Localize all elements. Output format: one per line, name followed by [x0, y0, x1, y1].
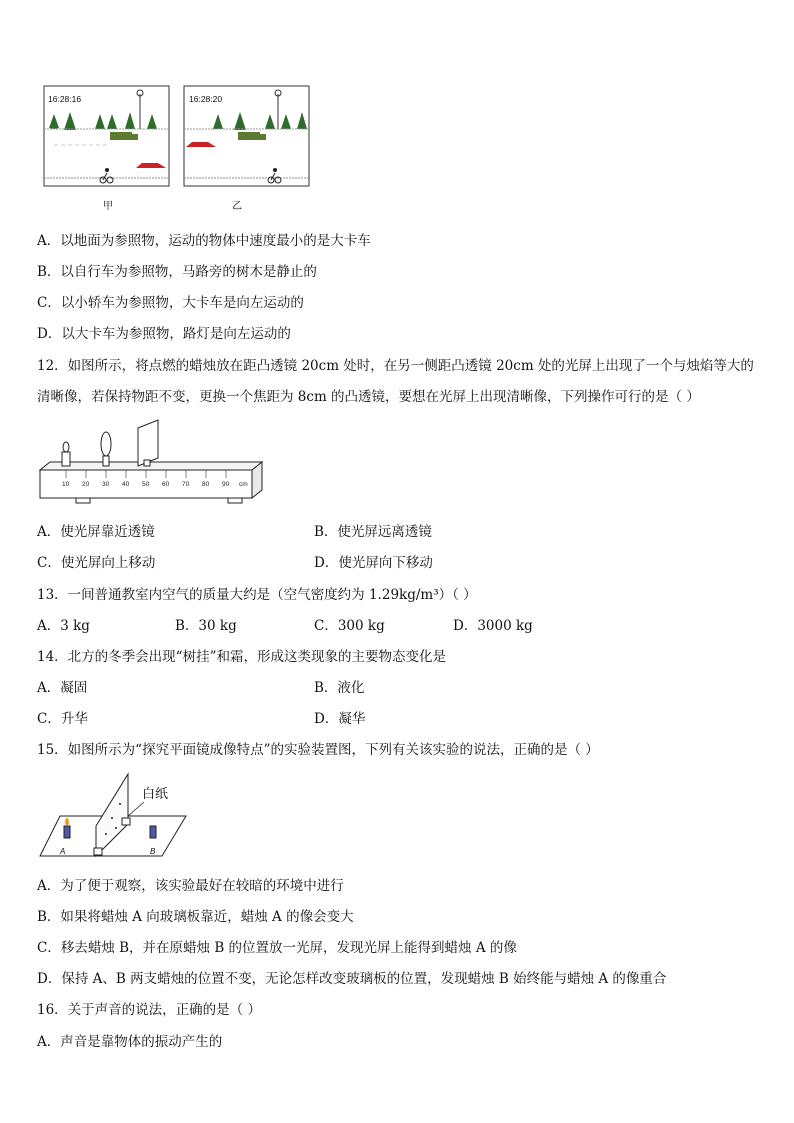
ruler-label-80: 80 — [202, 481, 210, 488]
q11-time-a: 16:28:16 — [48, 94, 82, 104]
q11-option-a: A．以地面为参照物，运动的物体中速度最小的是大卡车 — [37, 233, 371, 249]
q11-caption-a: 甲 — [103, 201, 113, 212]
q12-option-c: C．使光屏向上移动 — [37, 555, 156, 571]
q13-option-c: C．300 kg — [314, 618, 385, 634]
ruler-label-30: 30 — [102, 481, 110, 488]
convex-lens — [101, 432, 111, 466]
q12-option-d: D．使光屏向下移动 — [314, 555, 433, 571]
ruler-label-10: 10 — [62, 481, 70, 488]
q14-option-d: D．凝华 — [314, 711, 366, 727]
q15-stem: 15．如图所示为“探究平面镜成像特点”的实验装置图，下列有关该实验的说法，正确的是（ ） — [37, 742, 599, 758]
q14-option-a: A．凝固 — [37, 680, 88, 696]
q11-figure — [40, 84, 315, 214]
q14-stem: 14．北方的冬季会出现“树挂”和霜，形成这类现象的主要物态变化是 — [37, 649, 446, 665]
q12-option-a: A．使光屏靠近透镜 — [37, 524, 155, 540]
q12-stem-line1: 12．如图所示，将点燃的蜡烛放在距凸透镜 20cm 处时，在另一侧距凸透镜 20cm 处的光屏上出现了一个与烛焰等大的 — [37, 358, 754, 374]
q13-stem: 13．一间普通教室内空气的质量大约是（空气密度约为 1.29kg/m³）（ ） — [37, 587, 477, 603]
ruler-label-60: 60 — [162, 481, 170, 488]
q16-option-a: A．声音是靠物体的振动产生的 — [37, 1034, 223, 1050]
q11-time-b: 16:28:20 — [189, 94, 223, 104]
label-a: A — [60, 847, 66, 856]
q15-option-c: C．移去蜡烛 B，并在原蜡烛 B 的位置放一光屏，发现光屏上能得到蜡烛 A 的像 — [37, 940, 517, 956]
q14-option-c: C．升华 — [37, 711, 88, 727]
candle — [62, 442, 70, 466]
q16-stem: 16．关于声音的说法，正确的是（ ） — [37, 1002, 261, 1018]
candle-b — [150, 826, 156, 838]
q14-option-b: B．液化 — [314, 680, 365, 696]
q12-stem-line2: 清晰像，若保持物距不变，更换一个焦距为 8cm 的凸透镜，要想在光屏上出现清晰像，下列操作可行的是（ ） — [37, 389, 700, 405]
q13-option-d: D．3000 kg — [453, 618, 533, 634]
ruler-label-20: 20 — [82, 481, 90, 488]
label-b: B — [150, 847, 156, 856]
q11-option-d: D．以大卡车为参照物，路灯是向左运动的 — [37, 326, 291, 342]
ruler-label-40: 40 — [122, 481, 130, 488]
ruler-label-cm: cm — [239, 481, 248, 488]
traffic-scene-diagram — [40, 84, 315, 214]
light-screen — [138, 420, 158, 466]
q13-option-a: A．3 kg — [37, 618, 90, 634]
q12-option-b: B．使光屏远离透镜 — [314, 524, 432, 540]
plane-mirror-diagram — [36, 768, 196, 860]
q15-option-a: A．为了便于观察，该实验最好在较暗的环境中进行 — [37, 878, 344, 894]
q11-caption-b: 乙 — [232, 201, 242, 212]
q12-figure — [36, 418, 266, 510]
ruler-label-90: 90 — [222, 481, 230, 488]
ruler-label-70: 70 — [182, 481, 190, 488]
optical-bench-diagram — [36, 418, 266, 510]
paper-label: 白纸 — [142, 786, 169, 801]
q11-option-b: B．以自行车为参照物，马路旁的树木是静止的 — [37, 264, 317, 280]
q15-figure — [36, 768, 196, 860]
ruler-label-50: 50 — [142, 481, 150, 488]
q15-option-b: B．如果将蜡烛 A 向玻璃板靠近，蜡烛 A 的像会变大 — [37, 909, 354, 925]
q13-option-b: B．30 kg — [175, 618, 237, 634]
q11-option-c: C．以小轿车为参照物，大卡车是向左运动的 — [37, 295, 304, 311]
q15-option-d: D．保持 A、B 两支蜡烛的位置不变，无论怎样改变玻璃板的位置，发现蜡烛 B 始终能与蜡烛 A 的像重合 — [37, 971, 667, 987]
